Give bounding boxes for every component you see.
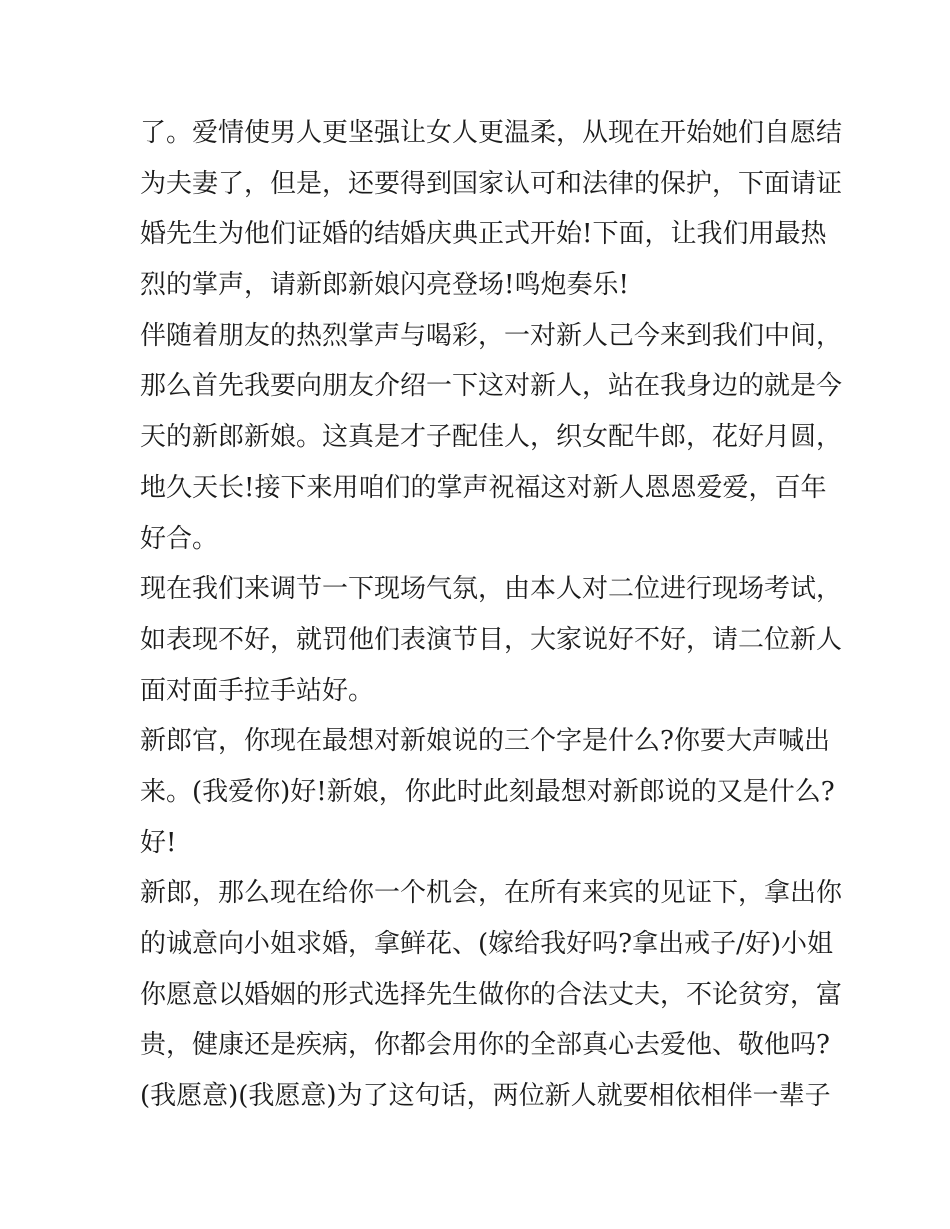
text-line: 了。爱情使男人更坚强让女人更温柔，从现在开始她们自愿结	[140, 118, 843, 148]
text-line: 新郎，那么现在给你一个机会，在所有来宾的见证下，拿出你	[140, 878, 843, 909]
text-line: 那么首先我要向朋友介绍一下这对新人，站在我身边的就是今	[140, 371, 843, 402]
text-line: 好!	[140, 827, 177, 858]
text-line: 如表现不好，就罚他们表演节目，大家说好不好，请二位新人	[140, 624, 843, 655]
document-body	[140, 108, 843, 1122]
text-line: 的诚意向小姐求婚，拿鲜花、(嫁给我好吗?拿出戒子/好)小姐	[140, 929, 833, 959]
text-line: 婚先生为他们证婚的结婚庆典正式开始!下面，让我们用最热	[140, 219, 827, 250]
text-line: 好合。	[140, 523, 219, 554]
text-line: 新郎官，你现在最想对新娘说的三个字是什么?你要大声喊出	[140, 726, 830, 757]
text-line: 你愿意以婚姻的形式选择先生做你的合法丈夫，不论贫穷，富	[140, 979, 843, 1010]
text-line: 现在我们来调节一下现场气氛，由本人对二位进行现场考试，	[140, 574, 843, 605]
text-line: 面对面手拉手站好。	[140, 675, 375, 706]
text-line: (我愿意)(我愿意)为了这句话，两位新人就要相依相伴一辈子	[140, 1081, 831, 1112]
text-line: 天的新郎新娘。这真是才子配佳人，织女配牛郎，花好月圆，	[140, 422, 843, 453]
text-line: 烈的掌声，请新郎新娘闪亮登场!鸣炮奏乐!	[140, 270, 629, 301]
text-line: 贵，健康还是疾病，你都会用你的全部真心去爱他、敬他吗?	[140, 1030, 830, 1061]
text-line: 为夫妻了，但是，还要得到国家认可和法律的保护，下面请证	[140, 168, 843, 199]
text-line: 地久天长!接下来用咱们的掌声祝福这对新人恩恩爱爱，百年	[140, 472, 827, 503]
text-line: 来。(我爱你)好!新娘，你此时此刻最想对新郎说的又是什么?	[140, 776, 835, 807]
text-line: 伴随着朋友的热烈掌声与喝彩，一对新人己今来到我们中间，	[140, 320, 843, 351]
